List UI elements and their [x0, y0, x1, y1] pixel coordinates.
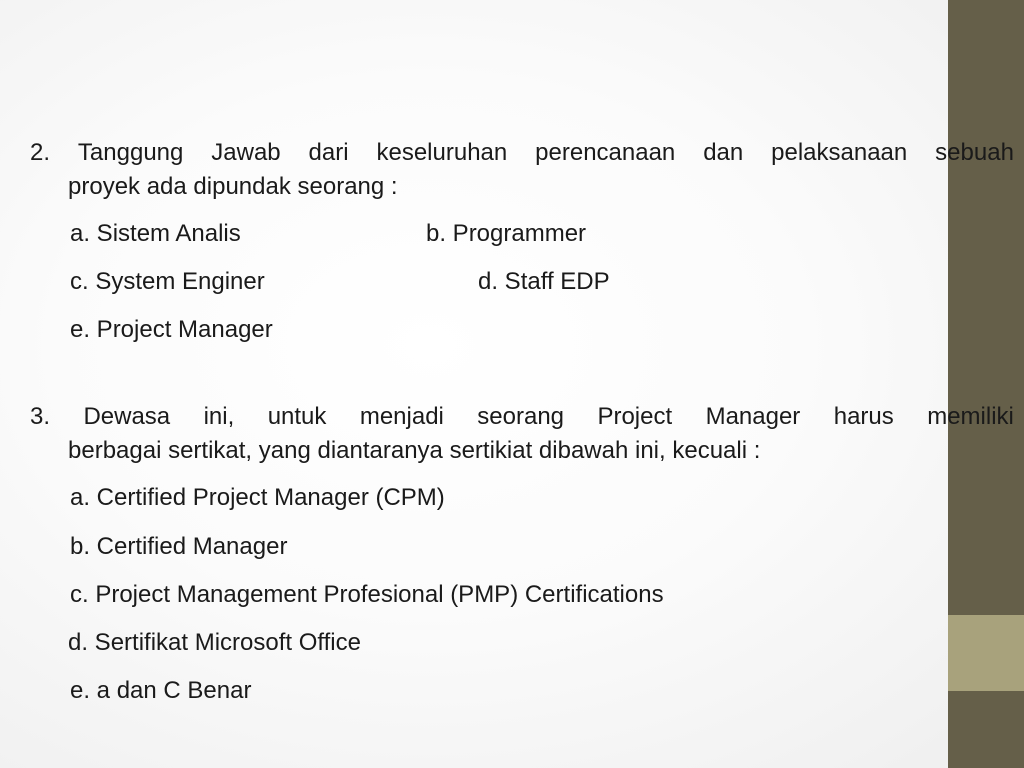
question-3-number: 3.: [30, 403, 51, 430]
question-3-word: Project: [597, 403, 673, 430]
question-3-word: ini,: [203, 403, 235, 430]
question-2-word: sebuah: [935, 139, 1014, 166]
question-3-word: Dewasa: [83, 403, 171, 430]
question-2-number: 2.: [30, 139, 51, 166]
question-3-line-2: berbagai sertikat, yang diantaranya sertikiat dibawah ini, kecuali :: [68, 437, 761, 464]
question-3-word: Manager: [705, 403, 801, 430]
question-2-option-e: e. Project Manager: [70, 316, 273, 343]
question-3-option-c: c. Project Management Profesional (PMP) Certifications: [70, 581, 664, 608]
question-2-word: pelaksanaan: [771, 139, 908, 166]
question-2-word: Jawab: [211, 139, 281, 166]
question-2-word: Tanggung: [77, 139, 184, 166]
question-3-option-d: d. Sertifikat Microsoft Office: [68, 629, 361, 656]
decorative-side-bar: [948, 0, 1024, 768]
question-3-word: memiliki: [927, 403, 1014, 430]
question-3-word: harus: [833, 403, 894, 430]
question-2-word: dan: [703, 139, 744, 166]
question-2-line-2: proyek ada dipundak seorang :: [68, 173, 398, 200]
question-2-line-1: [30, 138, 1014, 168]
question-3-option-e: e. a dan C Benar: [70, 677, 252, 704]
question-2-option-d: d. Staff EDP: [478, 268, 610, 295]
side-bar-accent-segment: [948, 615, 1024, 691]
side-bar-top-segment: [948, 0, 1024, 615]
question-2-option-c: c. System Enginer: [70, 268, 265, 295]
question-3-line-1: [30, 402, 1014, 432]
question-2-option-a: a. Sistem Analis: [70, 220, 241, 247]
question-2-word: dari: [308, 139, 349, 166]
question-3-word: menjadi: [359, 403, 444, 430]
question-2-word: perencanaan: [535, 139, 676, 166]
question-2-word: keseluruhan: [376, 139, 508, 166]
side-bar-bottom-segment: [948, 691, 1024, 768]
question-3-word: seorang: [477, 403, 565, 430]
question-3-word: untuk: [267, 403, 327, 430]
question-2-option-b: b. Programmer: [426, 220, 587, 247]
question-3-option-b: b. Certified Manager: [70, 533, 288, 560]
question-3-option-a: a. Certified Project Manager (CPM): [70, 484, 445, 511]
